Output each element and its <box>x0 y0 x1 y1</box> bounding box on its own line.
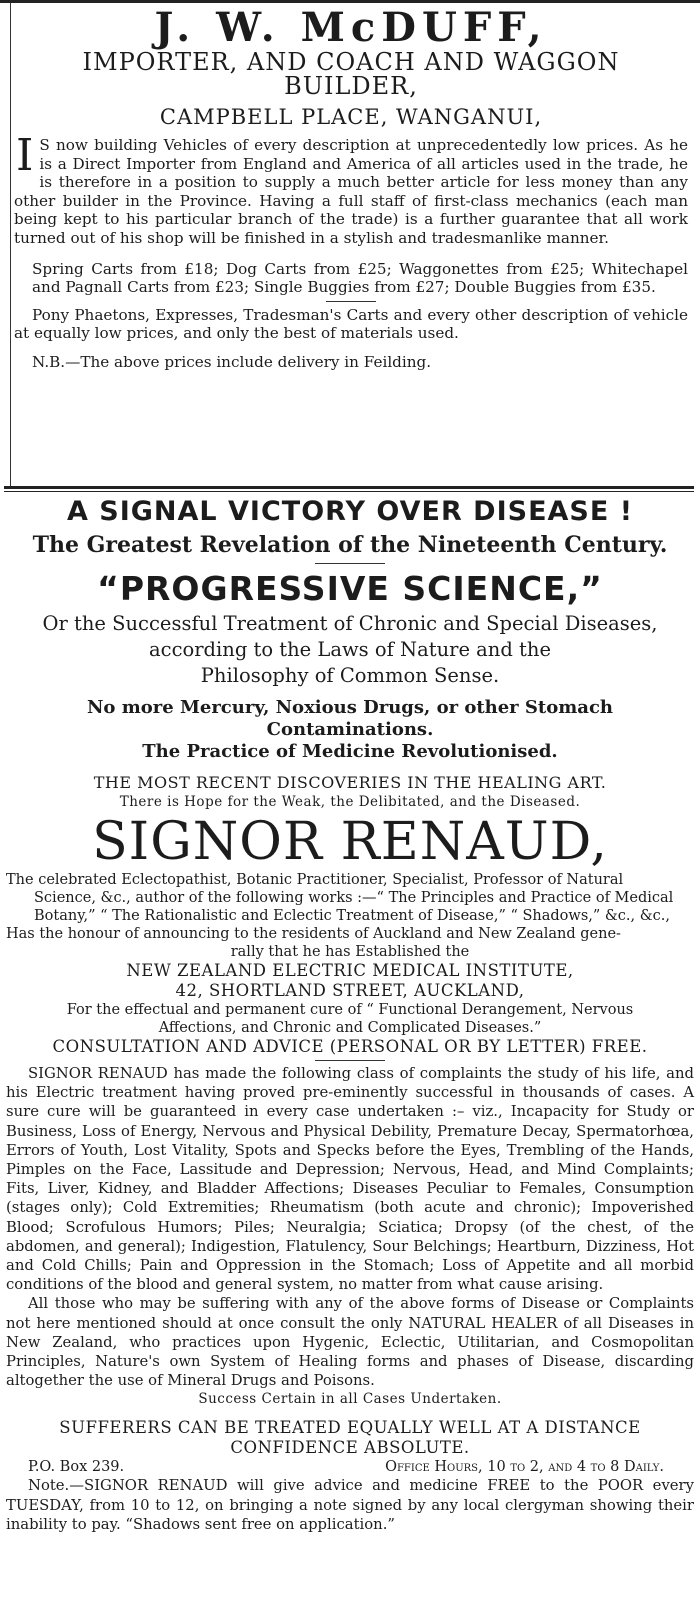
subheadline: The Greatest Revelation of the Nineteenth Century. <box>32 532 668 558</box>
section-rule-thick <box>4 486 694 489</box>
advertiser-name: J. W. McDUFF, <box>154 4 548 51</box>
business-address: CAMPBELL PLACE, WANGANUI, <box>159 105 543 129</box>
renaud-advertisement <box>6 494 694 1534</box>
natural-healer-paragraph: All those who may be suffering with any of the above forms of Disease or Complaints not here mentioned should at once consult the only NATURAL HEALER of all Diseases in New Zealand, who practices upon Hygenic, Eclectic, Utilitarian, and Cosmopolitan Principles, Nature's own System of Healing forms and phases of Disease, discarding altogether the use of Mineral Drugs and Poisons. <box>6 1295 694 1390</box>
price-list: Spring Carts from £18; Dog Carts from £25; Waggonettes from £25; Whitechapel and Pagnall Carts from £23; Single Buggies from £27; Double Buggies from £35. <box>32 259 688 297</box>
discoveries-line: THE MOST RECENT DISCOVERIES IN THE HEALING ART. <box>93 773 607 792</box>
bio-line1: The celebrated Eclectopathist, Botanic Practitioner, Specialist, Professor of Natural <box>6 872 624 888</box>
contact-row <box>6 1458 694 1476</box>
cure-line1: For the effectual and permanent cure of “ Functional Derangement, Nervous <box>66 1002 634 1018</box>
top-rule <box>0 0 700 3</box>
intro-text: S now building Vehicles of every description at unprecedentedly low prices. As he is a Direct Importer from England and America of all articles used in the trade, he is therefore in a position to supply a much better article for less money than any other builder in the Province. Having a full staff of first-class mechanics (each man being kept to his particular branch of the trade) is a further guarantee that all work turned out of his shop will be finished in a stylish and tradesmanlike manner. <box>14 136 688 247</box>
poor-note: Note.—SIGNOR RENAUD will give advice and medicine FREE to the POOR every TUESDAY, from 10 to 12, on bringing a note signed by any local clergyman showing their inability to pay. “Shadows sent free on application.” <box>6 1477 694 1533</box>
office-hours: Office Hours, 10 to 2, and 4 to 8 Daily. <box>385 1459 664 1476</box>
subtitle-line2: according to the Laws of Nature and the <box>149 638 551 661</box>
separator <box>315 1060 385 1061</box>
po-box: P.O. Box 239. <box>28 1459 125 1476</box>
distance-line1: SUFFERERS CAN BE TREATED EQUALLY WELL AT A DISTANCE <box>59 1418 641 1438</box>
business-title-line2: BUILDER, <box>284 72 418 100</box>
distance-line2: CONFIDENCE ABSOLUTE. <box>230 1438 470 1458</box>
institute-address: 42, SHORTLAND STREET, AUCKLAND, <box>175 981 525 1000</box>
drop-cap: I <box>16 130 34 181</box>
nota-bene: N.B.—The above prices include delivery in Feilding. <box>32 352 432 371</box>
practitioner-name: SIGNOR RENAUD, <box>92 812 608 872</box>
vehicle-range: Pony Phaetons, Expresses, Tradesman's Carts and every other description of vehicle at equally low prices, and only the best of materials used. <box>14 305 688 343</box>
cure-line2: Affections, and Chronic and Complicated Diseases.” <box>158 1020 542 1036</box>
bio-line2: Science, &c., author of the following works :—“ The Principles and Practice of Medical Botany,” “ The Rationalistic and Eclectic Treatment of Disease,” “ Shadows,” &c., &c., <box>34 890 674 924</box>
separator <box>315 563 385 564</box>
institute-name: NEW ZEALAND ELECTRIC MEDICAL INSTITUTE, <box>126 961 574 980</box>
complaints-paragraph: SIGNOR RENAUD has made the following class of complaints the study of his life, and his Electric treatment having proved pre-eminently successful in thousands of cases. A sure cure will be guaranteed in every case undertaken :– viz., Incapacity for Study or Business, Loss of Energy, Nervous and Physical Debility, Premature Decay, Spermatorhœa, Errors of Youth, Lost Vitality, Spots and Specks before the Eyes, Trembling of the Hands, Pimples on the Face, Lassitude and Depression; Nervous, Head, and Mind Complaints; Fits, Liver, Kidney, and Bladder Affections; Diseases Peculiar to Females, Consumption (stages only); Cold Extremities; Rheumatism (both acute and chronic); Impoverished Blood; Scrofulous Humors; Piles; Neuralgia; Sciatica; Dropsy (of the chest, of the abdomen, and general); Indigestion, Flatulency, Sour Belchings; Heartburn, Dizziness, Hot and Cold Chills; Pain and Oppression in the Stomach; Loss of Appetite and all morbid conditions of the blood and general system, no matter from what cause arising. <box>6 1065 694 1294</box>
consultation-line: CONSULTATION AND ADVICE (PERSONAL OR BY LETTER) FREE. <box>52 1037 648 1056</box>
mcduff-advertisement <box>14 4 688 372</box>
separator <box>326 301 376 302</box>
business-title-line1: IMPORTER, AND COACH AND WAGGON <box>82 48 620 76</box>
hope-line: There is Hope for the Weak, the Delibitated, and the Diseased. <box>119 794 581 810</box>
section-rule-thin <box>4 491 694 492</box>
subtitle-line1: Or the Successful Treatment of Chronic and Special Diseases, <box>42 612 658 635</box>
intro-paragraph <box>14 130 688 248</box>
subtitle-line3: Philosophy of Common Sense. <box>200 664 500 687</box>
bold-claim-line1: No more Mercury, Noxious Drugs, or other Stomach Contaminations. <box>86 697 614 740</box>
left-column-rule <box>10 3 11 488</box>
book-title: “PROGRESSIVE SCIENCE,” <box>97 569 603 608</box>
bold-claim-line2: The Practice of Medicine Revolutionised. <box>142 741 558 762</box>
success-line: Success Certain in all Cases Undertaken. <box>198 1391 502 1408</box>
headline: A SIGNAL VICTORY OVER DISEASE ! <box>66 496 634 527</box>
announcement-line2: rally that he has Established the <box>230 944 470 960</box>
announcement-line1: Has the honour of announcing to the residents of Auckland and New Zealand gene- <box>6 926 621 942</box>
